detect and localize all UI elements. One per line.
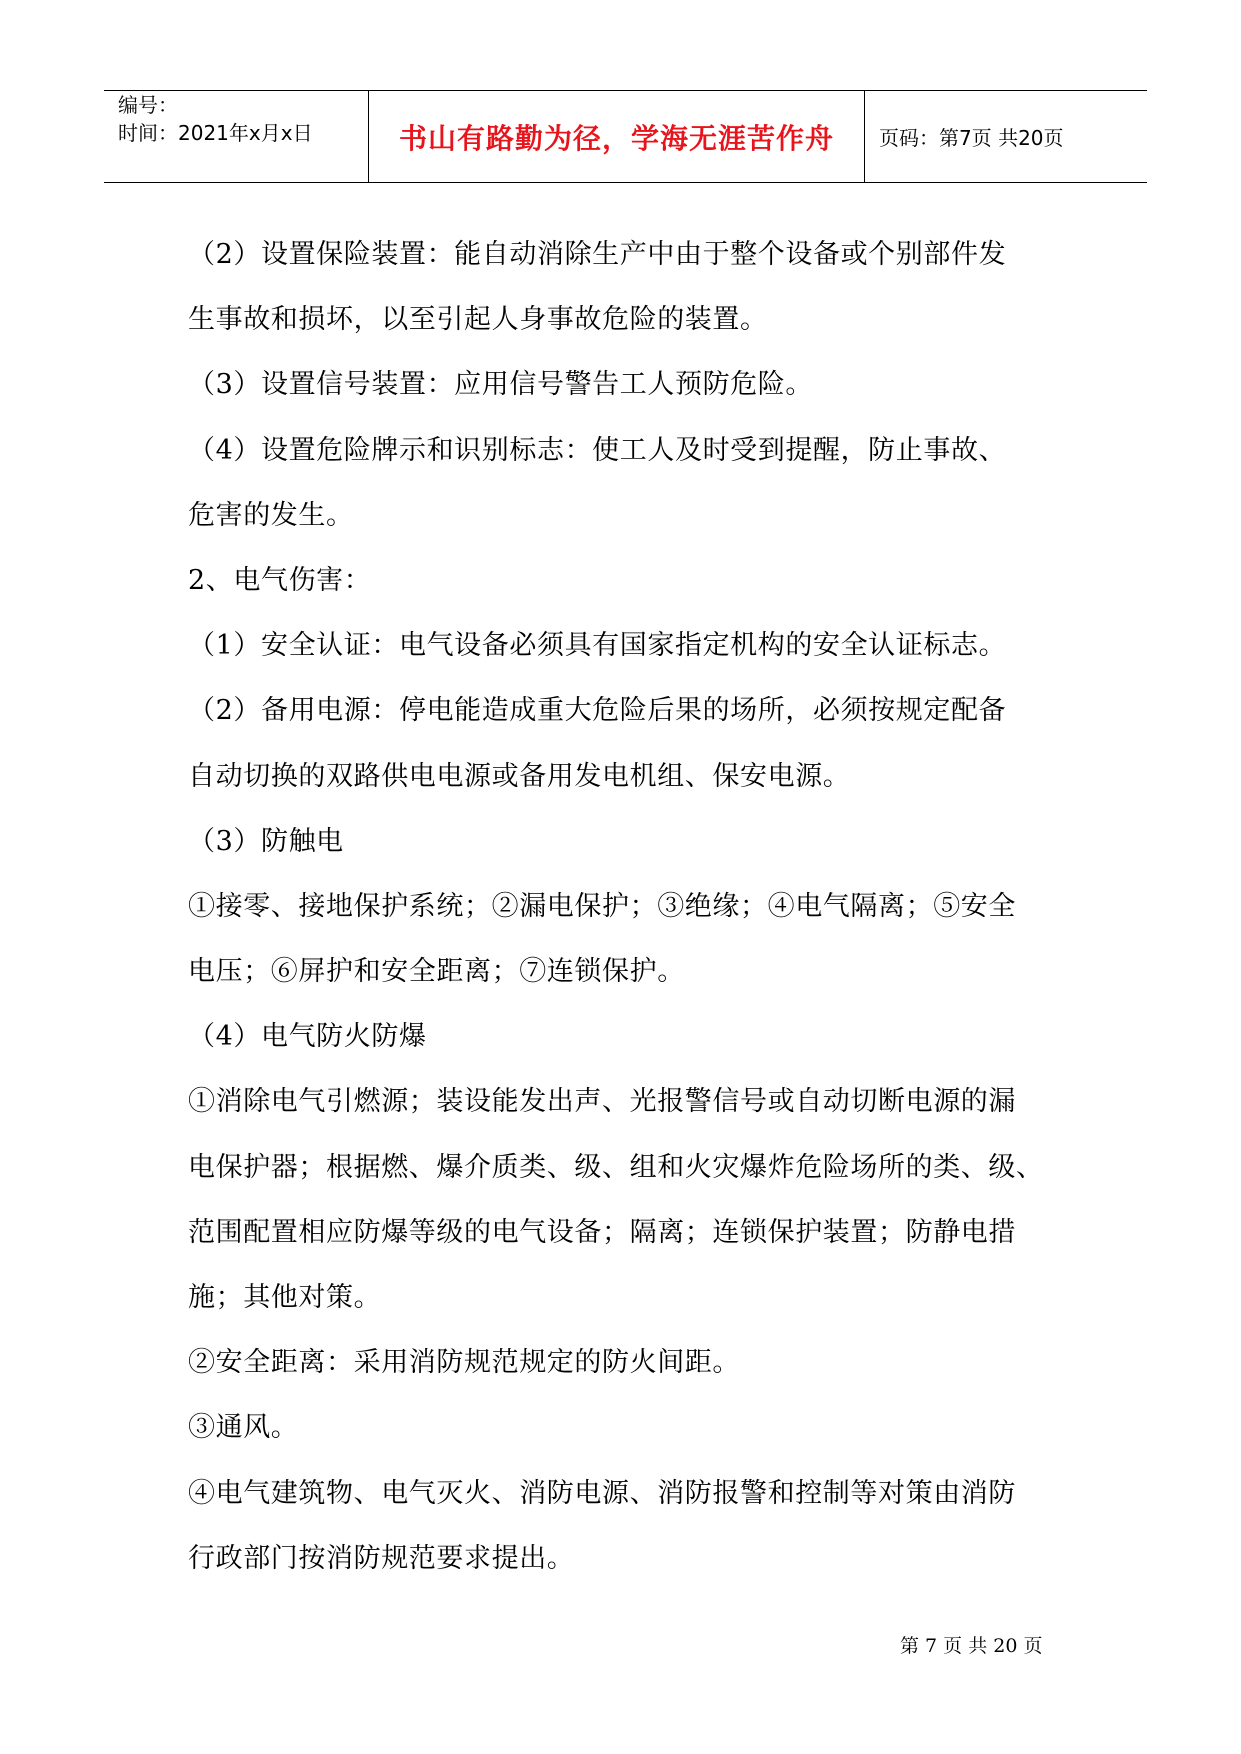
document-body xyxy=(188,222,1063,1591)
body-line: 行政部门按消防规范要求提出。 xyxy=(188,1542,575,1574)
body-line: 电保护器；根据燃、爆介质类、级、组和火灾爆炸危险场所的类、级、 xyxy=(188,1151,1044,1183)
header-page-cell xyxy=(865,91,1147,182)
header-info-cell xyxy=(104,91,369,182)
body-line: （2）备用电源：停电能造成重大危险后果的场所，必须按规定配备 xyxy=(188,695,1007,727)
body-line: 电压；⑥屏护和安全距离；⑦连锁保护。 xyxy=(188,956,685,988)
body-line: 范围配置相应防爆等级的电气设备；隔离；连锁保护装置；防静电措 xyxy=(188,1216,1016,1248)
body-line: （3）设置信号装置：应用信号警告工人预防危险。 xyxy=(188,369,813,401)
section-heading: 2、电气伤害： xyxy=(188,564,372,596)
body-line: 生事故和损坏，以至引起人身事故危险的装置。 xyxy=(188,304,768,336)
page-header xyxy=(104,90,1147,183)
header-motto-cell xyxy=(369,91,865,182)
page-code: 页码：第7页 共20页 xyxy=(879,126,1064,150)
body-line: ①接零、接地保护系统；②漏电保护；③绝缘；④电气隔离；⑤安全 xyxy=(188,890,1016,922)
subsection-heading: （4）电气防火防爆 xyxy=(188,1021,427,1053)
serial-number-label: 编号： xyxy=(118,93,178,117)
body-line: （4）设置危险牌示和识别标志：使工人及时受到提醒，防止事故、 xyxy=(188,434,1007,466)
date-label: 时间：2021年x月x日 xyxy=(118,121,313,145)
motto-text: 书山有路勤为径，学海无涯苦作舟 xyxy=(398,121,834,155)
body-line: ①消除电气引燃源；装设能发出声、光报警信号或自动切断电源的漏 xyxy=(188,1086,1016,1118)
subsection-heading: （3）防触电 xyxy=(188,825,344,857)
body-line: ②安全距离：采用消防规范规定的防火间距。 xyxy=(188,1347,740,1379)
body-line: 施；其他对策。 xyxy=(188,1282,382,1313)
body-line: 危害的发生。 xyxy=(188,499,354,531)
body-line: 自动切换的双路供电电源或备用发电机组、保安电源。 xyxy=(188,760,851,792)
body-line: （1）安全认证：电气设备必须具有国家指定机构的安全认证标志。 xyxy=(188,630,1007,662)
body-line: （2）设置保险装置：能自动消除生产中由于整个设备或个别部件发 xyxy=(188,239,1007,270)
page-footer: 第 7 页 共 20 页 xyxy=(900,1635,1043,1657)
body-line: ④电气建筑物、电气灭火、消防电源、消防报警和控制等对策由消防 xyxy=(188,1477,1016,1509)
body-line: ③通风。 xyxy=(188,1412,299,1444)
